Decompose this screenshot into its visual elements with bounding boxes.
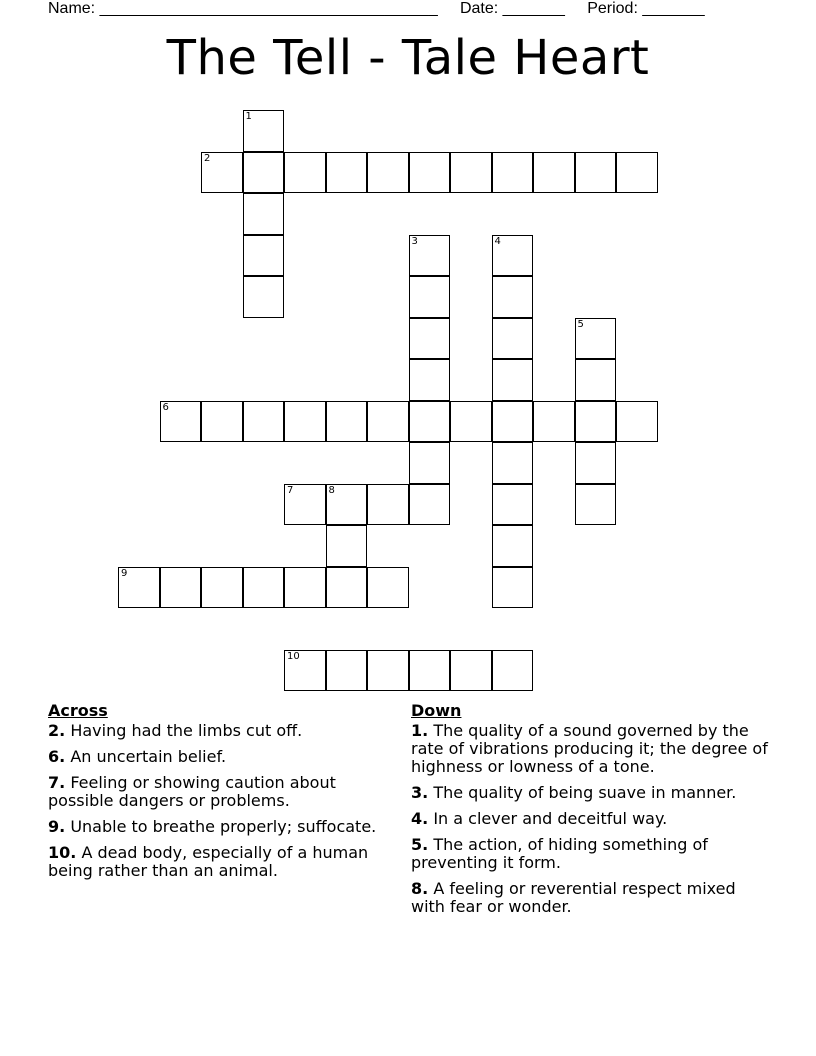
grid-cell[interactable] [326,152,368,194]
grid-cell[interactable] [409,152,451,194]
clue-down-5: 5. The action, of hiding something of preventing it form. [411,835,708,872]
grid-cell[interactable] [409,235,451,277]
grid-cell[interactable] [409,318,451,360]
clue-across-7: 7. Feeling or showing caution about possible dangers or problems. [48,773,336,810]
grid-cell[interactable] [450,401,492,443]
grid-cell[interactable] [409,359,451,401]
grid-cell[interactable] [284,650,326,692]
grid-cell[interactable] [492,442,534,484]
grid-cell[interactable] [367,567,409,609]
across-clues [48,702,393,888]
date-label: Date: [459,0,499,17]
across-heading: Across [48,701,108,720]
grid-cell[interactable] [492,401,534,443]
clue-down-1: 1. The quality of a sound governed by the rate of vibrations producing it; the degree of highness or lowness of a tone. [411,721,768,776]
clue-number: 8 [328,484,335,496]
grid-cell[interactable] [409,276,451,318]
grid-cell[interactable] [616,152,658,194]
clue-number: 1 [245,111,252,122]
grid-cell[interactable] [243,110,285,152]
grid-cell[interactable] [575,401,617,443]
clue-number: 10 [287,650,300,662]
grid-cell[interactable] [118,567,160,609]
grid-cell[interactable] [575,318,617,360]
grid-cell[interactable] [533,401,575,443]
grid-cell[interactable] [367,650,409,692]
grid-cell[interactable] [284,152,326,194]
clue-across-9: 9. Unable to breathe properly; suffocate. [48,817,377,836]
clue-across-6: 6. An uncertain belief. [48,747,227,766]
name-blank[interactable]: ______________________________________ [99,0,438,17]
puzzle-title: The Tell - Tale Heart [166,30,650,86]
grid-cell[interactable] [575,152,617,194]
clue-number: 2 [204,152,211,164]
grid-cell[interactable] [450,152,492,194]
clue-number: 5 [577,318,584,330]
grid-cell[interactable] [409,442,451,484]
grid-cell[interactable] [284,567,326,609]
clue-number: 7 [287,484,294,496]
grid-cell[interactable] [201,152,243,194]
clue-across-2: 2. Having had the limbs cut off. [48,721,303,740]
grid-cell[interactable] [409,401,451,443]
clue-down-4: 4. In a clever and deceitful way. [411,809,668,828]
grid-cell[interactable] [243,235,285,277]
name-label: Name: [48,0,96,17]
grid-cell[interactable] [201,567,243,609]
date-blank[interactable]: _______ [502,0,565,17]
grid-cell[interactable] [326,650,368,692]
grid-cell[interactable] [409,484,451,526]
grid-cell[interactable] [284,484,326,526]
grid-cell[interactable] [160,401,202,443]
grid-cell[interactable] [367,152,409,194]
clue-number: 6 [162,401,169,413]
grid-cell[interactable] [367,401,409,443]
grid-cell[interactable] [201,401,243,443]
period-blank[interactable]: _______ [642,0,705,17]
grid-cell[interactable] [243,152,285,194]
grid-cell[interactable] [243,193,285,235]
grid-cell[interactable] [326,567,368,609]
grid-cell[interactable] [492,276,534,318]
grid-cell[interactable] [243,276,285,318]
grid-cell[interactable] [492,567,534,609]
grid-cell[interactable] [409,650,451,692]
grid-cell[interactable] [326,401,368,443]
grid-cell[interactable] [160,567,202,609]
grid-cell[interactable] [492,525,534,567]
grid-cell[interactable] [326,525,368,567]
down-heading: Down [411,701,462,720]
grid-cell[interactable] [575,442,617,484]
grid-cell[interactable] [575,359,617,401]
grid-cell[interactable] [367,484,409,526]
grid-cell[interactable] [243,401,285,443]
clue-across-10: 10. A dead body, especially of a human being rather than an animal. [48,843,369,880]
clue-number: 9 [121,567,128,579]
grid-cell[interactable] [243,567,285,609]
period-label: Period: [587,0,638,17]
grid-cell[interactable] [326,484,368,526]
grid-cell[interactable] [492,152,534,194]
grid-cell[interactable] [492,318,534,360]
grid-cell[interactable] [492,650,534,692]
grid-cell[interactable] [450,650,492,692]
grid-cell[interactable] [492,359,534,401]
clue-down-3: 3. The quality of being suave in manner. [411,783,737,802]
grid-cell[interactable] [616,401,658,443]
clue-number: 4 [494,235,501,247]
grid-cell[interactable] [492,484,534,526]
grid-cell[interactable] [284,401,326,443]
grid-cell[interactable] [575,484,617,526]
grid-cell[interactable] [533,152,575,194]
down-clues [411,702,771,924]
clue-down-8: 8. A feeling or reverential respect mixed with fear or wonder. [411,879,736,916]
clue-number: 3 [411,235,418,247]
grid-cell[interactable] [492,235,534,277]
